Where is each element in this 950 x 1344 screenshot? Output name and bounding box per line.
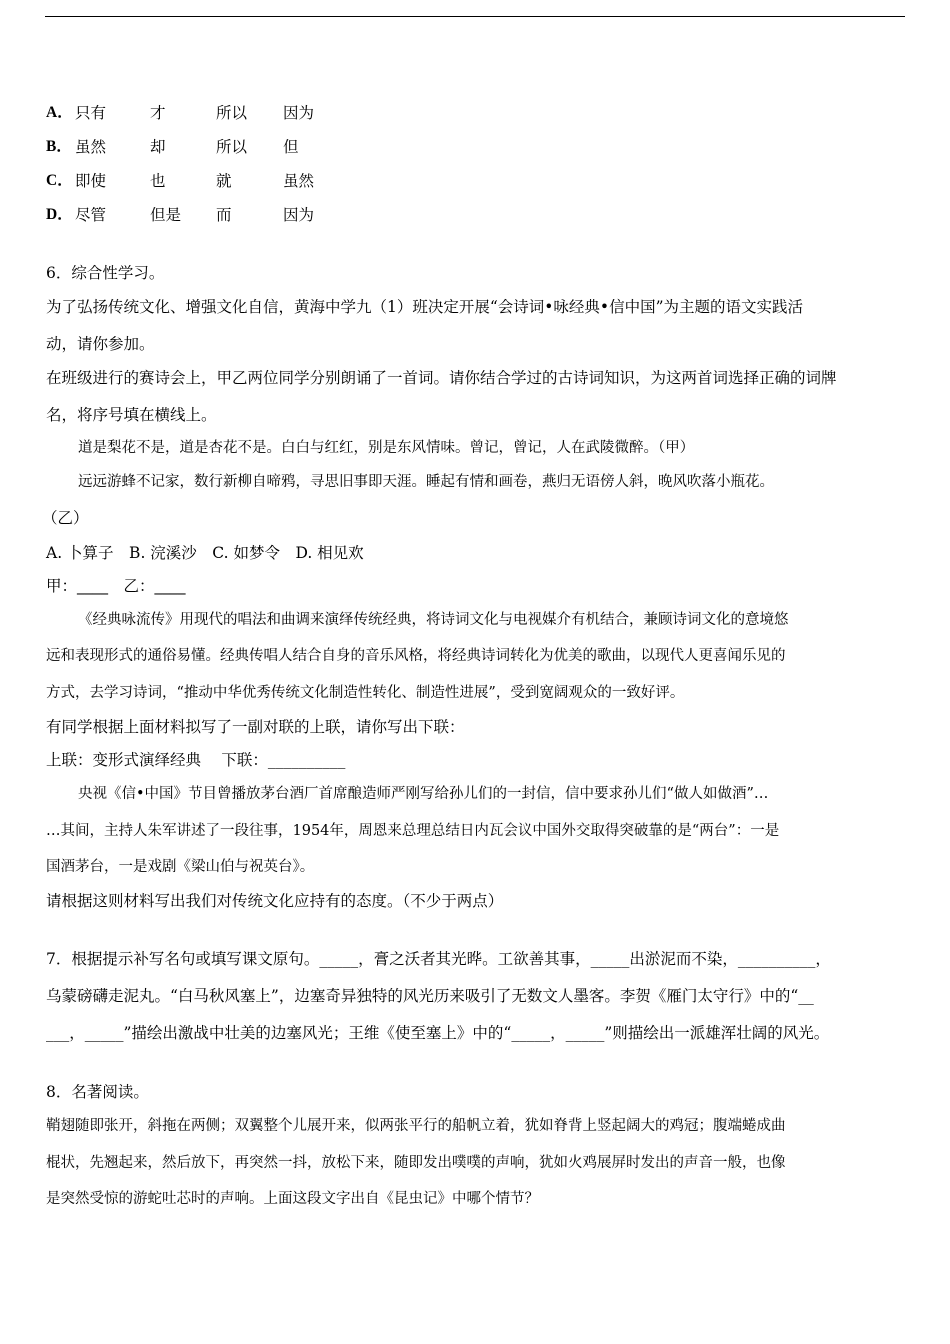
option-word: 但 xyxy=(283,138,299,156)
option-word: 因为 xyxy=(283,104,315,122)
question-text: 7．根据提示补写名句或填写课文原句。_____，膏之沃者其光晔。工欲善其事，_____出淤泥而不染，__________， xyxy=(46,950,831,968)
question-text: 在班级进行的赛诗会上，甲乙两位同学分别朗诵了一首词。请你结合学过的古诗词知识，为这两首词选择正确的词牌 xyxy=(46,369,837,387)
passage-text: 远和表现形式的通俗易懂。经典传唱人结合自身的音乐风格，将经典诗词转化为优美的歌曲，以现代人更喜闻乐见的 xyxy=(46,648,786,664)
option-letter: C． xyxy=(46,172,73,189)
passage-text: 央视《信•中国》节目曾播放茅台酒厂首席酿造师严刚写给孙儿们的一封信，信中要求孙儿们“做人如做酒”… xyxy=(78,786,769,802)
answer-blanks: 甲：____ 乙：____ xyxy=(46,577,186,595)
answer-choices: A. 卜算子 B. 浣溪沙 C. 如梦令 D. 相见欢 xyxy=(46,544,364,562)
passage-text: …其间，主持人朱军讲述了一段往事，1954年，周恩来总理总结日内瓦会议中国外交取得突破靠的是“两台”：一是 xyxy=(46,823,780,839)
question-text: 为了弘扬传统文化、增强文化自信，黄海中学九（1）班决定开展“会诗词•咏经典•信中国”为主题的语文实践活 xyxy=(46,298,803,316)
question-text: 乌蒙磅礴走泥丸。“白马秋风塞上”，边塞奇异独特的风光历来吸引了无数文人墨客。李贺《雁门太守行》中的“__ xyxy=(46,987,814,1005)
question-text: ___，_____”描绘出激战中壮美的边塞风光；王维《使至塞上》中的“_____，_____”则描绘出一派雄浑壮阔的风光。 xyxy=(46,1024,830,1042)
question-text: 动，请你参加。 xyxy=(46,335,155,353)
option-word: 而 xyxy=(216,206,232,224)
question-heading: 6．综合性学习。 xyxy=(46,264,165,282)
poem-b: 远远游蜂不记家，数行新柳自啼鸦，寻思旧事即天涯。睡起有情和画卷，燕归无语傍人斜，晚风吹落小瓶花。 xyxy=(78,474,774,490)
option-word: 就 xyxy=(216,172,232,190)
passage-text: 国酒茅台，一是戏剧《梁山伯与祝英台》。 xyxy=(46,859,315,875)
passage-text: 棍状，先翘起来，然后放下，再突然一抖，放松下来，随即发出噗噗的声响，犹如火鸡展屏时发出的声音一般，也像 xyxy=(46,1155,786,1171)
option-word: 虽然 xyxy=(283,172,315,190)
option-word: 因为 xyxy=(283,206,315,224)
couplet-line: 上联：变形式演绎经典 下联：__________ xyxy=(46,751,346,769)
question-text: 请根据这则材料写出我们对传统文化应持有的态度。（不少于两点） xyxy=(46,892,504,910)
question-text: 有同学根据上面材料拟写了一副对联的上联，请你写出下联： xyxy=(46,718,465,736)
option-word: 所以 xyxy=(216,104,248,122)
passage-text: 《经典咏流传》用现代的唱法和曲调来演绎传统经典，将诗词文化与电视媒介有机结合，兼顾诗词文化的意境悠 xyxy=(78,612,789,628)
poem-b-tag: （乙） xyxy=(42,509,89,527)
question-text: 名，将序号填在横线上。 xyxy=(46,406,217,424)
option-word: 才 xyxy=(150,104,166,122)
question-heading: 8．名著阅读。 xyxy=(46,1083,149,1101)
option-word: 所以 xyxy=(216,138,248,156)
option-word: 但是 xyxy=(150,206,182,224)
option-word: 只有 xyxy=(75,104,107,122)
option-word: 也 xyxy=(150,172,166,190)
option-letter: A． xyxy=(46,104,73,121)
option-word: 即使 xyxy=(75,172,107,190)
option-word: 尽管 xyxy=(75,206,107,224)
option-letter: D． xyxy=(46,206,73,223)
passage-text: 是突然受惊的游蛇吐芯时的声响。上面这段文字出自《昆虫记》中哪个情节？ xyxy=(46,1191,539,1207)
top-rule xyxy=(45,16,905,17)
passage-text: 鞘翅随即张开，斜拖在两侧；双翼整个儿展开来，似两张平行的船帆立着，犹如脊背上竖起阔大的鸡冠；腹端蜷成曲 xyxy=(46,1118,786,1134)
option-letter: B． xyxy=(46,138,72,155)
passage-text: 方式，去学习诗词，“推动中华优秀传统文化制造性转化、制造性进展”，受到宽阔观众的一致好评。 xyxy=(46,685,685,701)
option-word: 虽然 xyxy=(75,138,107,156)
option-word: 却 xyxy=(150,138,166,156)
poem-a: 道是梨花不是，道是杏花不是。白白与红红，别是东风情味。曾记，曾记，人在武陵微醉。（甲） xyxy=(78,440,695,456)
